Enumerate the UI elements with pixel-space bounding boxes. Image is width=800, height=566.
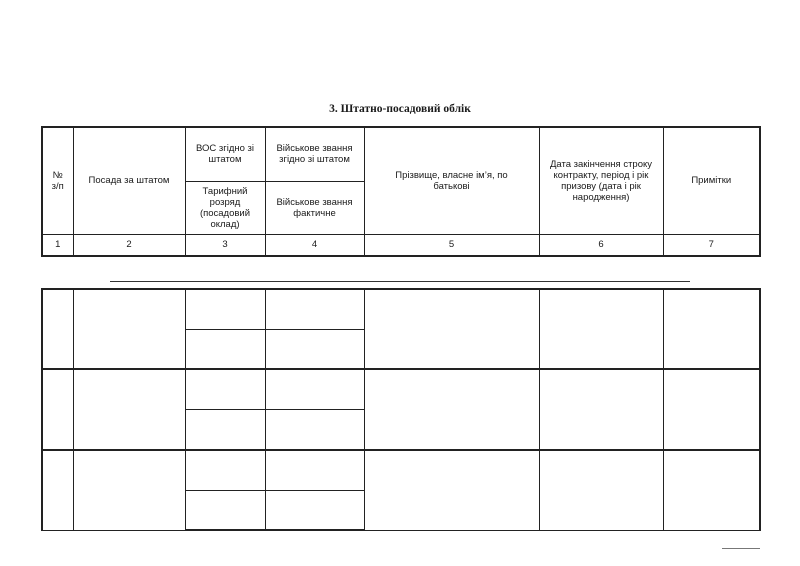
entry-rank-actual-cell[interactable] <box>265 409 364 450</box>
entry-row <box>42 289 760 329</box>
entry-number-cell[interactable] <box>42 369 73 450</box>
entry-number-cell[interactable] <box>42 450 73 530</box>
entry-position-cell[interactable] <box>73 450 185 530</box>
header-contract-date: Дата закінчення строку контракту, період і рік призову (дата і рік народження) <box>539 127 663 234</box>
staffing-header-table <box>41 126 761 257</box>
column-number-6: 6 <box>539 234 663 256</box>
entry-contract-date-cell[interactable] <box>539 289 663 369</box>
entry-full-name-cell[interactable] <box>364 289 539 369</box>
entry-rank-by-staff-cell[interactable] <box>265 289 364 329</box>
entry-tariff-grade-cell[interactable] <box>185 490 265 530</box>
entry-full-name-cell[interactable] <box>364 369 539 450</box>
column-number-1: 1 <box>42 234 73 256</box>
entry-full-name-cell[interactable] <box>364 450 539 530</box>
entry-rank-actual-cell[interactable] <box>265 329 364 369</box>
column-number-7: 7 <box>663 234 760 256</box>
entry-tariff-grade-cell[interactable] <box>185 409 265 450</box>
header-number: № з/п <box>42 127 73 234</box>
header-rank-by-staff: Військове звання згідно зі штатом <box>265 127 364 181</box>
separator-line <box>110 281 690 282</box>
header-notes: Примітки <box>663 127 760 234</box>
entry-rank-by-staff-cell[interactable] <box>265 369 364 409</box>
header-rank-actual: Військове звання фактичне <box>265 181 364 234</box>
entry-position-cell[interactable] <box>73 369 185 450</box>
header-vos: ВОС згідно зі штатом <box>185 127 265 181</box>
column-number-4: 4 <box>265 234 364 256</box>
entry-tariff-grade-cell[interactable] <box>185 329 265 369</box>
entry-vos-cell[interactable] <box>185 289 265 329</box>
entry-position-cell[interactable] <box>73 289 185 369</box>
header-tariff-grade: Тарифний розряд (посадовий оклад) <box>185 181 265 234</box>
entry-contract-date-cell[interactable] <box>539 450 663 530</box>
entry-vos-cell[interactable] <box>185 450 265 490</box>
entry-notes-cell[interactable] <box>663 289 760 369</box>
header-position: Посада за штатом <box>73 127 185 234</box>
section-title: 3. Штатно-посадовий облік <box>329 103 471 115</box>
entry-vos-cell[interactable] <box>185 369 265 409</box>
header-full-name: Прізвище, власне ім’я, по батькові <box>364 127 539 234</box>
entry-rank-actual-cell[interactable] <box>265 490 364 530</box>
staffing-entries-table <box>41 288 761 531</box>
entry-number-cell[interactable] <box>42 289 73 369</box>
entry-row <box>42 369 760 409</box>
entry-contract-date-cell[interactable] <box>539 369 663 450</box>
entry-row <box>42 450 760 490</box>
column-number-2: 2 <box>73 234 185 256</box>
column-number-5: 5 <box>364 234 539 256</box>
entry-notes-cell[interactable] <box>663 450 760 530</box>
column-number-3: 3 <box>185 234 265 256</box>
entry-rank-by-staff-cell[interactable] <box>265 450 364 490</box>
entry-notes-cell[interactable] <box>663 369 760 450</box>
footer-rule <box>722 548 760 549</box>
